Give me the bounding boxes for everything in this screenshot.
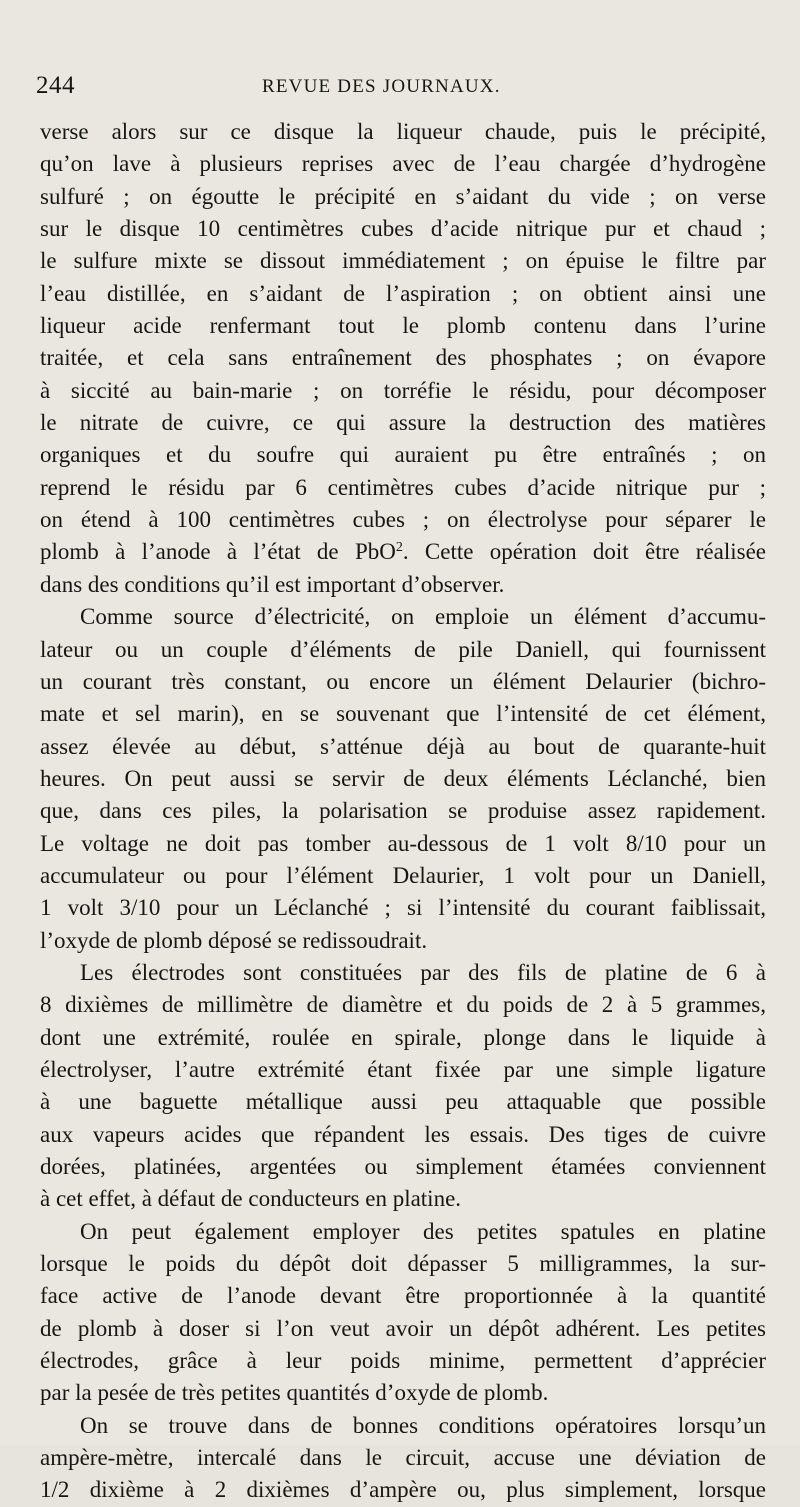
text-line-with-formula — [40, 536, 766, 568]
text-line: assez élevée au début, s’atténue déjà au bout de quarante-huit — [40, 733, 766, 759]
text-line: sulfuré ; on égoutte le précipité en s’aidant du vide ; on verse — [40, 183, 766, 209]
text-line: organiques et du soufre qui auraient pu être entraînés ; on — [40, 442, 766, 468]
text-line: ampère-mètre, intercalé dans le circuit, accuse une déviation de — [40, 1445, 766, 1471]
text-fragment: plomb à l’anode à l’état de PbO — [40, 539, 396, 565]
text-line: à cet effet, à défaut de conducteurs en platine. — [40, 1186, 462, 1212]
text-line: l’oxyde de plomb déposé se redissoudrait. — [40, 927, 428, 953]
text-line: aux vapeurs acides que répandent les essais. Des tiges de cuivre — [40, 1121, 766, 1147]
paragraph — [40, 1410, 766, 1507]
text-line: un courant très constant, ou encore un élément Delaurier (bichro- — [40, 668, 766, 694]
text-line: l’eau distillée, en s’aidant de l’aspiration ; on obtient ainsi une — [40, 280, 766, 306]
text-line: on étend à 100 centimètres cubes ; on électrolyse pour séparer le — [40, 507, 766, 533]
text-line: par la pesée de très petites quantités d’oxyde de plomb. — [40, 1380, 549, 1406]
text-line: On peut également employer des petites spatules en platine — [80, 1218, 766, 1244]
text-line: verse alors sur ce disque la liqueur chaude, puis le précipité, — [40, 119, 766, 144]
text-line: heures. On peut aussi se servir de deux éléments Léclanché, bien — [40, 765, 766, 791]
text-line: le nitrate de cuivre, ce qui assure la destruction des matières — [40, 410, 766, 436]
text-line: lateur ou un couple d’éléments de pile Daniell, qui fournissent — [40, 636, 766, 662]
page-header — [0, 72, 800, 106]
text-line: mate et sel marin), en se souvenant que l’intensité de cet élément, — [40, 701, 766, 727]
text-line: 1 volt 3/10 pour un Léclanché ; si l’intensité du courant faiblissait, — [40, 895, 766, 921]
text-line: qu’on lave à plusieurs reprises avec de l’eau chargée d’hydrogène — [40, 151, 766, 177]
paragraph — [40, 1216, 766, 1410]
text-line: 1/2 dixième à 2 dixièmes d’ampère ou, plus simplement, lorsque — [40, 1477, 766, 1503]
text-line: Comme source d’électricité, on emploie un élément d’accumu- — [80, 604, 766, 630]
text-line: à une baguette métallique aussi peu attaquable que possible — [40, 1089, 766, 1115]
text-line: sur le disque 10 centimètres cubes d’acide nitrique pur et chaud ; — [40, 216, 766, 242]
formula-superscript: 2 — [395, 540, 403, 556]
text-line: face active de l’anode devant être proportionnée à la quantité — [40, 1283, 766, 1309]
text-line: que, dans ces piles, la polarisation se produise assez rapidement. — [40, 798, 766, 824]
text-line: à siccité au bain-marie ; on torréfie le résidu, pour décomposer — [40, 377, 766, 403]
page-number: 244 — [36, 72, 75, 99]
text-line: accumulateur ou pour l’élément Delaurier, 1 volt pour un Daniell, — [40, 862, 766, 888]
text-line: 8 dixièmes de millimètre de diamètre et du poids de 2 à 5 grammes, — [40, 992, 766, 1018]
paragraph — [40, 601, 766, 957]
text-line: dont une extrémité, roulée en spirale, plonge dans le liquide à — [40, 1024, 766, 1050]
text-line: le sulfure mixte se dissout immédiatement ; on épuise le filtre par — [40, 248, 766, 274]
text-line: Les électrodes sont constituées par des fils de platine de 6 à — [80, 959, 766, 985]
text-line: Le voltage ne doit pas tomber au-dessous de 1 volt 8/10 pour un — [40, 830, 766, 856]
text-fragment: . Cette opération doit être réalisée — [402, 539, 766, 565]
text-line: traitée, et cela sans entraînement des phosphates ; on évapore — [40, 345, 766, 371]
paragraph — [40, 957, 766, 1216]
running-title: REVUE DES JOURNAUX. — [262, 76, 501, 97]
body-text — [40, 116, 766, 1507]
text-line: On se trouve dans de bonnes conditions opératoires lorsqu’un — [80, 1412, 766, 1438]
text-line: électrodes, grâce à leur poids minime, permettent d’apprécier — [40, 1348, 766, 1374]
text-line: électrolyser, l’autre extrémité étant fixée par une simple ligature — [40, 1056, 766, 1082]
text-line: dans des conditions qu’il est important d’observer. — [40, 571, 505, 597]
paragraph — [40, 116, 766, 601]
text-line: dorées, platinées, argentées ou simplement étamées conviennent — [40, 1154, 766, 1179]
text-line: lorsque le poids du dépôt doit dépasser 5 milligrammes, la sur- — [40, 1251, 766, 1277]
text-line: reprend le résidu par 6 centimètres cubes d’acide nitrique pur ; — [40, 474, 766, 500]
text-line: liqueur acide renfermant tout le plomb contenu dans l’urine — [40, 313, 766, 339]
text-line: de plomb à doser si l’on veut avoir un dépôt adhérent. Les petites — [40, 1315, 766, 1341]
